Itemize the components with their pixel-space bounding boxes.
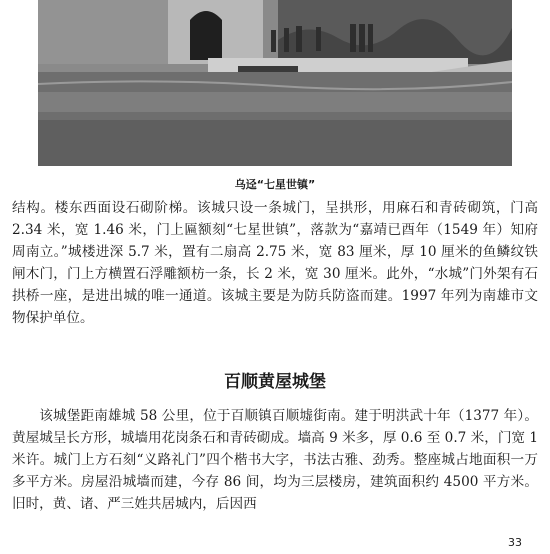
photo-qixing-shizhen-gate: [38, 0, 512, 166]
paragraph-huangwu-castle: 该城堡距南雄城 58 公里，位于百顺镇百顺墟街南。建于明洪武十年（1377 年）。黄屋城呈长方形，城墙用花岗条石和青砖砌成。墙高 9 米多，厚 0.6 至 0.7 米，门宽 1 米许。城门上方石刻“义路礼门”四个楷书大字，书法古雅、劲秀。整座城占地面积一万多平方米。房屋沿城墙而建，今存 86 间，均为三层楼房，建筑面积约 4500 平方米。旧时，黄、诸、严三姓共居城内，后因西: [12, 408, 538, 512]
paragraph-wujing-continued: 结构。楼东西面设石砌阶梯。该城只设一条城门，呈拱形，用麻石和青砖砌筑，门高 2.34 米，宽 1.46 米，门上匾额刻“七星世镇”，落款为“嘉靖已酉年（1549 年）知府周南立。”城楼进深 5.7 米，置有二扇高 2.75 米，宽 83 厘米，厚 10 厘米的鱼鳞纹铁闸木门，门上方横置石浮雕额枋一条，长 2 米，宽 30 厘米。此外，“水城”门外架有石拱桥一座，是进出城的唯一通道。该城主要是为防兵防盗而建。1997 年列为南雄市文物保护单位。: [12, 200, 538, 326]
page-number: 33: [508, 536, 522, 549]
section-heading: 百顺黄屋城堡: [224, 372, 326, 392]
photo-caption: 乌迳“七星世镇”: [234, 178, 316, 191]
